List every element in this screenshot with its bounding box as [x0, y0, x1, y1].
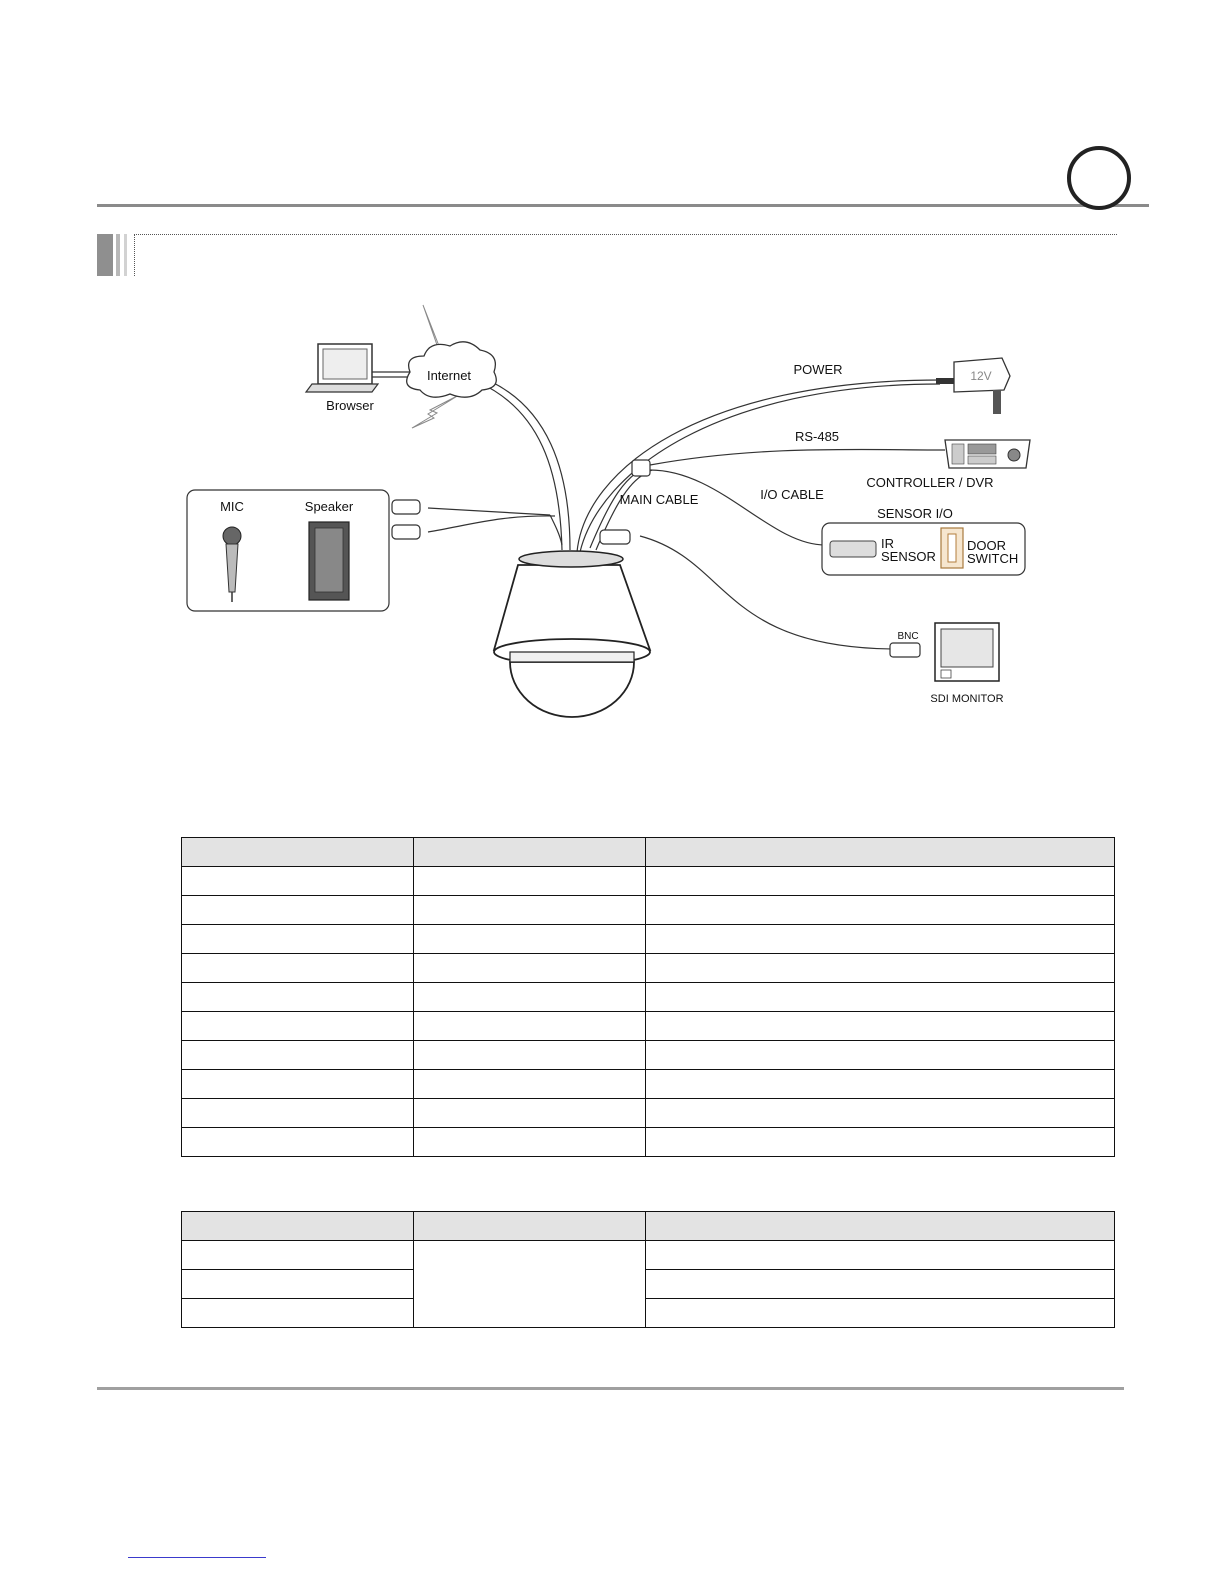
table-cell [646, 1241, 1115, 1270]
table-cell [646, 1099, 1115, 1128]
spec-table-1 [181, 837, 1115, 1157]
audio-devices-box [187, 490, 389, 611]
mic-label: MIC [220, 499, 244, 514]
table-cell [182, 1241, 414, 1270]
table-row [182, 983, 1115, 1012]
table-row [182, 925, 1115, 954]
table-cell [414, 925, 646, 954]
table-row [182, 954, 1115, 983]
table-cell [646, 1128, 1115, 1157]
section-bar-block [97, 234, 113, 276]
audio-connector-icon [392, 500, 420, 539]
sdi-monitor-icon [935, 623, 999, 681]
table-row [182, 1070, 1115, 1099]
section-dotted-rule [134, 234, 135, 276]
sdi-monitor-label: SDI MONITOR [930, 693, 1004, 705]
signal-lightning-icon [412, 395, 459, 428]
rs485-label: RS-485 [794, 429, 840, 444]
table-header-row [182, 838, 1115, 867]
browser-label: Browser [326, 398, 374, 413]
table-cell [182, 1299, 414, 1328]
table-cell [414, 867, 646, 896]
header-rule [97, 204, 1149, 207]
table-cell [414, 838, 646, 867]
spec-table-2 [181, 1211, 1115, 1328]
table-cell [414, 1212, 646, 1241]
table-cell [414, 1041, 646, 1070]
table-cell [646, 1270, 1115, 1299]
table-cell [182, 1270, 414, 1299]
footer-link-underline[interactable] [128, 1557, 266, 1558]
controller-dvr-icon [945, 440, 1030, 468]
table-cell [182, 925, 414, 954]
door-switch-label-line1: DOOR [967, 538, 1006, 553]
main-cable-label: MAIN CABLE [619, 492, 699, 507]
table-row [182, 1128, 1115, 1157]
table-cell [182, 954, 414, 983]
power-adapter-voltage: 12V [970, 369, 992, 383]
cable-splitter-icon [632, 460, 650, 476]
table-row [182, 1041, 1115, 1070]
table-cell [182, 867, 414, 896]
ir-sensor-label-line1: IR [881, 536, 894, 551]
table-row [182, 1299, 1115, 1328]
table-cell [182, 896, 414, 925]
table-cell [414, 1128, 646, 1157]
table-row [182, 1241, 1115, 1270]
table-row [182, 867, 1115, 896]
table-cell [646, 954, 1115, 983]
power-plug-icon [936, 378, 954, 384]
table-cell [414, 983, 646, 1012]
section-dotted-rule [134, 234, 1117, 235]
network-cable [483, 378, 570, 550]
sensor-io-label: SENSOR I/O [877, 506, 953, 521]
table-cell [646, 1212, 1115, 1241]
rs485-cable [650, 449, 945, 465]
table-cell [182, 1012, 414, 1041]
door-switch-label-line2: SWITCH [967, 551, 1019, 566]
video-connector-icon [600, 530, 630, 544]
table-cell [646, 1299, 1115, 1328]
ir-sensor-icon [830, 541, 876, 557]
table-row [182, 1270, 1115, 1299]
table-cell [414, 896, 646, 925]
table-cell [414, 1070, 646, 1099]
table-cell [646, 983, 1115, 1012]
speaker-icon [309, 522, 349, 600]
table-cell [646, 838, 1115, 867]
table-cell [646, 867, 1115, 896]
bnc-label: BNC [897, 631, 919, 642]
section-bar-stripe [116, 234, 120, 276]
table-cell [646, 896, 1115, 925]
door-switch-plate [948, 534, 956, 562]
table-row [182, 1099, 1115, 1128]
table-cell [182, 1212, 414, 1241]
power-label: POWER [793, 362, 843, 377]
table-row [182, 896, 1115, 925]
footer-rule [97, 1387, 1124, 1390]
controller-dvr-label: CONTROLLER / DVR [866, 475, 994, 490]
ir-sensor-label-line2: SENSOR [881, 549, 936, 564]
io-cable-label: I/O CABLE [760, 487, 824, 502]
table-cell [414, 1099, 646, 1128]
speaker-cable [428, 516, 555, 532]
table-cell [646, 1012, 1115, 1041]
table-cell [182, 1128, 414, 1157]
network-cable [478, 382, 562, 550]
bnc-connector-icon [890, 643, 920, 657]
table-cell [646, 925, 1115, 954]
table-cell [414, 954, 646, 983]
table-merged-cell [414, 1241, 646, 1328]
section-heading-bar [97, 234, 1117, 276]
io-cable [650, 470, 825, 545]
table-header-row [182, 1212, 1115, 1241]
table-cell [646, 1041, 1115, 1070]
section-bar-stripe [124, 234, 127, 276]
power-adapter-prong [993, 390, 1001, 414]
mic-cable [428, 508, 550, 515]
speaker-label: Speaker [304, 499, 354, 514]
connection-diagram [170, 298, 1050, 728]
internet-label: Internet [426, 368, 472, 383]
table-cell [182, 838, 414, 867]
table-cell [182, 1041, 414, 1070]
table-row [182, 1012, 1115, 1041]
table-cell [182, 983, 414, 1012]
table-cell [414, 1012, 646, 1041]
dome-camera-icon [494, 551, 650, 717]
chapter-marker-circle [1067, 146, 1131, 210]
table-cell [182, 1070, 414, 1099]
table-cell [182, 1099, 414, 1128]
laptop-icon [306, 344, 378, 392]
table-cell [646, 1070, 1115, 1099]
